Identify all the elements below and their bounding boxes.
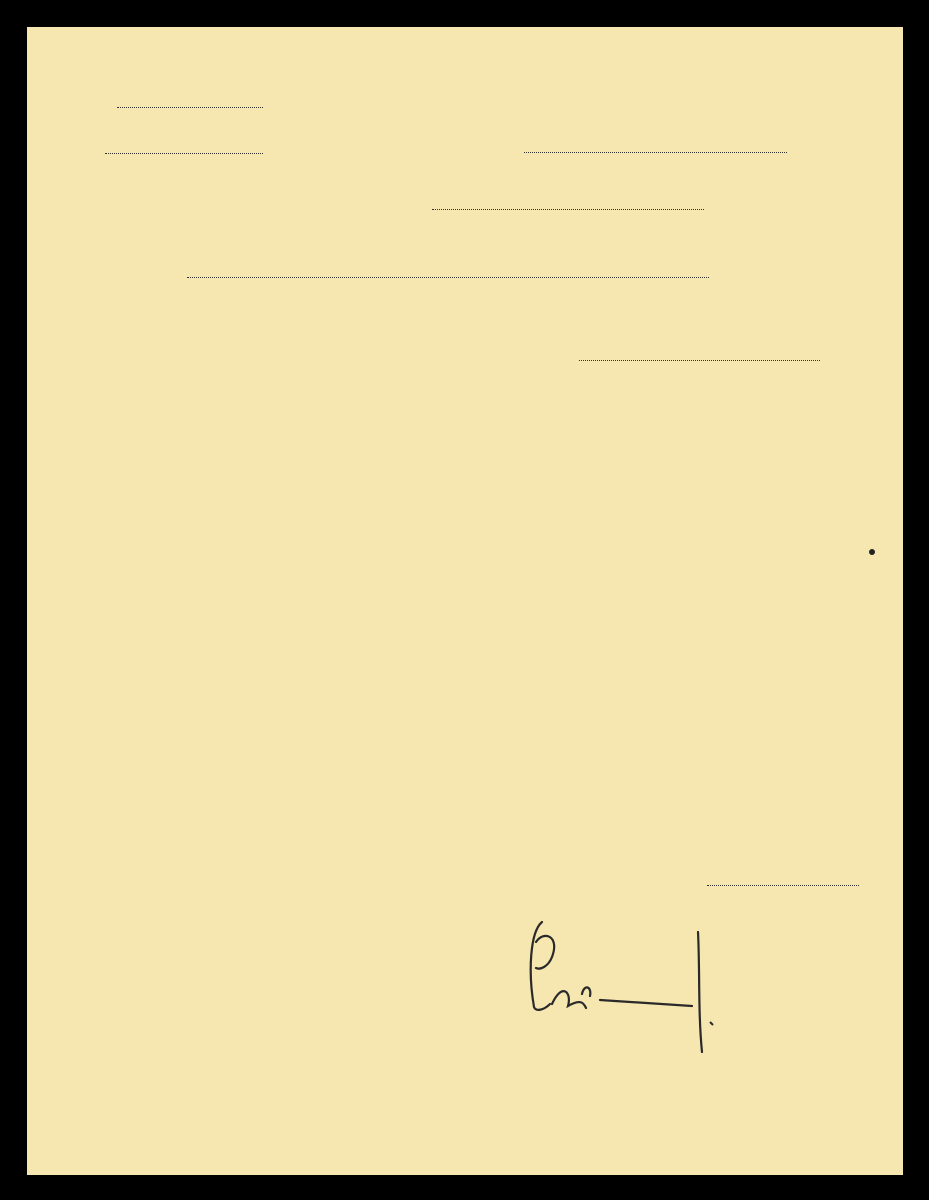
fol-line [117, 107, 263, 108]
doctor-signature [522, 912, 722, 1062]
bill-document [27, 27, 903, 1175]
number-line [105, 153, 263, 154]
date-line [524, 152, 787, 153]
month-line [579, 360, 820, 361]
total-line [707, 885, 859, 886]
addressee-line [432, 209, 704, 210]
address-line [187, 277, 709, 278]
ink-speck [869, 549, 875, 555]
